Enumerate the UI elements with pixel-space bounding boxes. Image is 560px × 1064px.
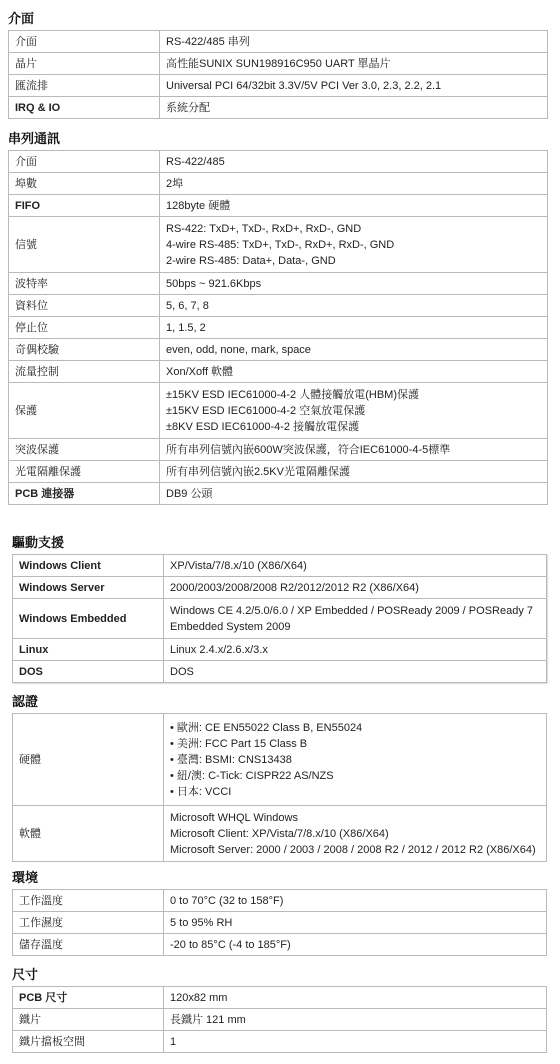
bullet-item: • 美洲: FCC Part 15 Class B	[170, 736, 540, 752]
spec-value: -20 to 85°C (-4 to 185°F)	[164, 934, 547, 956]
spec-key: 流量控制	[9, 361, 160, 383]
spec-key: 保護	[9, 383, 160, 439]
table-row	[13, 714, 547, 806]
table-row	[9, 383, 548, 439]
spec-key: 硬體	[13, 714, 164, 806]
spec-key: 突波保護	[9, 439, 160, 461]
spec-key: 晶片	[9, 53, 160, 75]
spec-value: RS-422/485	[160, 151, 548, 173]
bullet-item: • 日本: VCCI	[170, 784, 540, 800]
table-row	[9, 217, 548, 273]
value-line: 4-wire RS-485: TxD+, TxD-, RxD+, RxD-, GND	[166, 238, 395, 251]
spec-key: Windows Embedded	[13, 599, 164, 639]
table-row	[9, 75, 548, 97]
table-row	[13, 577, 547, 599]
table-row	[13, 890, 547, 912]
section-title-interface: 介面	[8, 11, 35, 26]
spec-key: 停止位	[9, 317, 160, 339]
bullet-item: • 紐/澳: C-Tick: CISPR22 AS/NZS	[170, 768, 540, 784]
spec-key: 介面	[9, 151, 160, 173]
spec-value: 0 to 70°C (32 to 158°F)	[164, 890, 547, 912]
spec-key: 工作濕度	[13, 912, 164, 934]
value-line: Microsoft Server: 2000 / 2003 / 2008 / 2008 R2 / 2012 / 2012 R2 (X86/X64)	[170, 843, 536, 856]
table-row	[13, 806, 547, 862]
spec-value	[160, 383, 548, 439]
spec-value	[164, 599, 547, 639]
value-line: ±8KV ESD IEC61000-4-2 接觸放電保護	[166, 420, 360, 433]
bullet-item: • 歐洲: CE EN55022 Class B, EN55024	[170, 720, 540, 736]
spec-value	[160, 217, 548, 273]
spec-key: Windows Client	[13, 555, 164, 577]
table-row	[9, 295, 548, 317]
spec-key: Linux	[13, 639, 164, 661]
certification-spec-table	[12, 713, 547, 862]
section-title-driver-support: 驅動支援	[12, 535, 65, 550]
spec-key: DOS	[13, 661, 164, 683]
dimensions-spec-table	[12, 986, 547, 1053]
spec-key: 資料位	[9, 295, 160, 317]
table-row	[13, 912, 547, 934]
spec-value: 50bps ~ 921.6Kbps	[160, 273, 548, 295]
spec-value: RS-422/485 串列	[160, 31, 548, 53]
spec-value: 2000/2003/2008/2008 R2/2012/2012 R2 (X86/X64)	[164, 577, 547, 599]
table-row	[13, 661, 547, 683]
section-title-serial-comm: 串列通訊	[8, 131, 61, 146]
value-line: ±15KV ESD IEC61000-4-2 空氣放電保護	[166, 404, 366, 417]
value-line: 2-wire RS-485: Data+, Data-, GND	[166, 254, 336, 267]
spec-key: FIFO	[9, 195, 160, 217]
table-row	[13, 987, 547, 1009]
value-line: Microsoft Client: XP/Vista/7/8.x/10 (X86/X64)	[170, 827, 389, 840]
table-row	[9, 439, 548, 461]
spec-value: 所有串列信號內嵌600W突波保護，符合IEC61000-4-5標準	[160, 439, 548, 461]
spec-value: Xon/Xoff 軟體	[160, 361, 548, 383]
table-row	[9, 31, 548, 53]
spec-value: Linux 2.4.x/2.6.x/3.x	[164, 639, 547, 661]
spec-key: PCB 連接器	[9, 483, 160, 505]
spec-key: PCB 尺寸	[13, 987, 164, 1009]
spec-value: 128byte 硬體	[160, 195, 548, 217]
section-title-dimensions: 尺寸	[12, 967, 39, 982]
spec-value: XP/Vista/7/8.x/10 (X86/X64)	[164, 555, 547, 577]
spec-key: 奇偶校驗	[9, 339, 160, 361]
table-row	[13, 639, 547, 661]
spec-key: 信號	[9, 217, 160, 273]
environment-spec-table	[12, 889, 547, 956]
table-row	[9, 361, 548, 383]
table-row	[13, 1031, 547, 1053]
spec-value: 長鐵片 121 mm	[164, 1009, 547, 1031]
spec-key: 軟體	[13, 806, 164, 862]
value-line: Embedded System 2009	[170, 620, 291, 633]
table-row	[9, 461, 548, 483]
table-row	[9, 151, 548, 173]
spec-value: 120x82 mm	[164, 987, 547, 1009]
bullet-item: • 臺灣: BSMI: CNS13438	[170, 752, 540, 768]
spec-value	[164, 806, 547, 862]
table-row	[9, 339, 548, 361]
value-line: RS-422: TxD+, TxD-, RxD+, RxD-, GND	[166, 222, 362, 235]
serial-spec-table	[8, 150, 548, 505]
section-title-certification: 認證	[12, 694, 39, 709]
spec-key: 匯流排	[9, 75, 160, 97]
table-row	[13, 1009, 547, 1031]
spec-key: 介面	[9, 31, 160, 53]
table-row	[9, 173, 548, 195]
spec-key: 波特率	[9, 273, 160, 295]
spec-key: Windows Server	[13, 577, 164, 599]
spec-value: 1	[164, 1031, 547, 1053]
spec-value: DB9 公頭	[160, 483, 548, 505]
table-row	[9, 317, 548, 339]
spec-value: 所有串列信號內嵌2.5KV光電隔離保護	[160, 461, 548, 483]
spec-value: Universal PCI 64/32bit 3.3V/5V PCI Ver 3.0, 2.3, 2.2, 2.1	[160, 75, 548, 97]
table-row	[9, 53, 548, 75]
spec-key: 鐵片擋板空間	[13, 1031, 164, 1053]
spec-value: 2埠	[160, 173, 548, 195]
table-row	[13, 934, 547, 956]
spec-value: DOS	[164, 661, 547, 683]
spec-key: 鐵片	[13, 1009, 164, 1031]
spec-value: 5 to 95% RH	[164, 912, 547, 934]
table-row	[9, 273, 548, 295]
spec-key: 光電隔離保護	[9, 461, 160, 483]
value-line: ±15KV ESD IEC61000-4-2 人體接觸放電(HBM)保護	[166, 388, 419, 401]
table-row	[13, 555, 547, 577]
table-row	[9, 483, 548, 505]
interface-spec-table	[8, 30, 548, 119]
spec-value: 5, 6, 7, 8	[160, 295, 548, 317]
table-row	[9, 195, 548, 217]
value-line: Microsoft WHQL Windows	[170, 811, 298, 824]
spec-key: 埠數	[9, 173, 160, 195]
section-title-environment: 環境	[12, 870, 39, 885]
table-row	[9, 97, 548, 119]
value-line: Windows CE 4.2/5.0/6.0 / XP Embedded / POSReady 2009 / POSReady 7	[170, 604, 533, 617]
spec-value: even, odd, none, mark, space	[160, 339, 548, 361]
spec-value	[164, 714, 547, 806]
table-row	[13, 599, 547, 639]
driver-spec-table	[12, 554, 547, 683]
spec-key: 儲存溫度	[13, 934, 164, 956]
spec-key: 工作溫度	[13, 890, 164, 912]
spec-value: 系統分配	[160, 97, 548, 119]
spec-key: IRQ & IO	[9, 97, 160, 119]
spec-value: 1, 1.5, 2	[160, 317, 548, 339]
spec-value: 高性能SUNIX SUN198916C950 UART 單晶片	[160, 53, 548, 75]
